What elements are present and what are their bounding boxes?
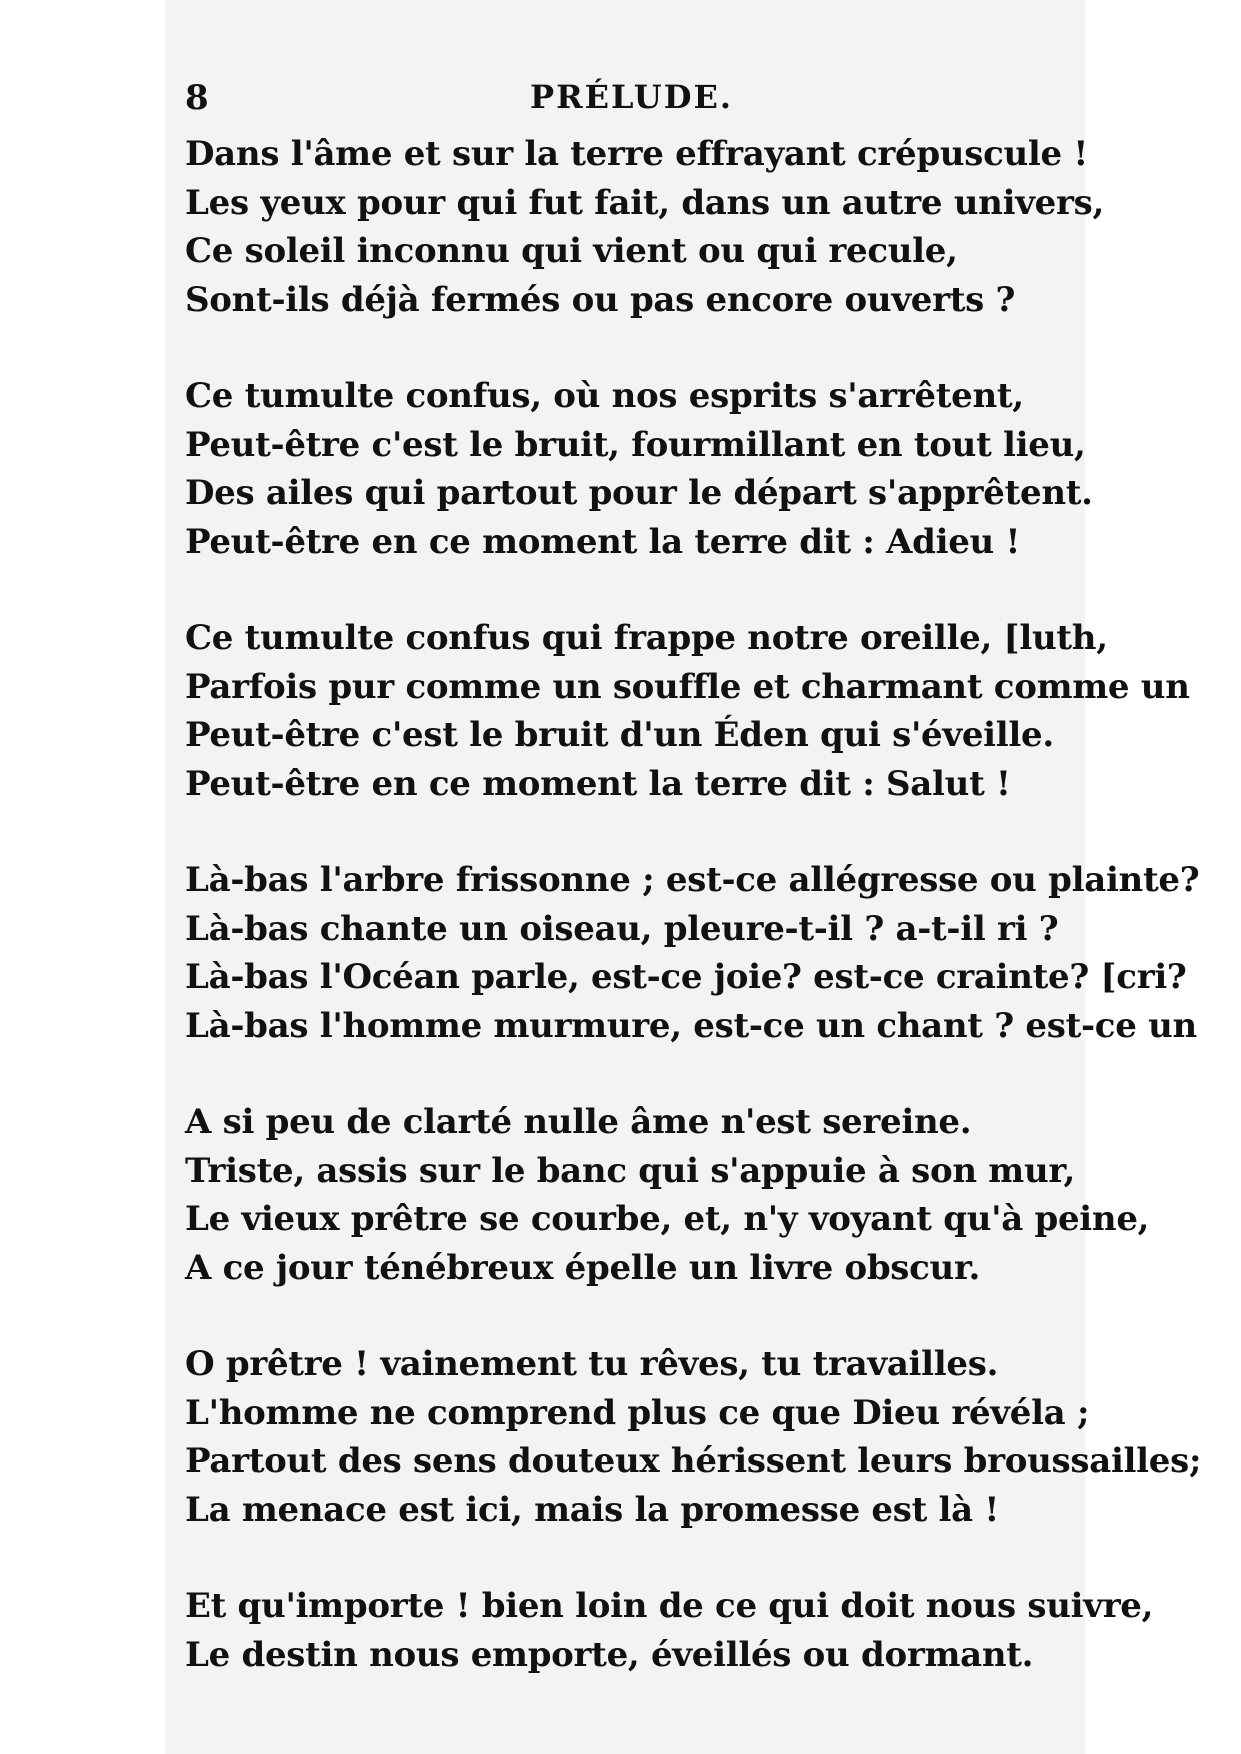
verse-line: Et qu'importe ! bien loin de ce qui doit nous suivre, bbox=[185, 1586, 1154, 1626]
verse-line: Peut-être en ce moment la terre dit : Adieu ! bbox=[185, 521, 1021, 562]
stanza bbox=[185, 372, 1093, 566]
verse-line: La menace est ici, mais la promesse est là ! bbox=[185, 1489, 1000, 1530]
verse-line: Là-bas l'homme murmure, est-ce un chant ? est-ce un bbox=[185, 1005, 1197, 1046]
running-title: PRÉLUDE. bbox=[530, 78, 733, 116]
verse-line: Ce tumulte confus, où nos esprits s'arrêtent, bbox=[185, 376, 1024, 416]
verse-line: Les yeux pour qui fut fait, dans un autre univers, bbox=[185, 182, 1104, 223]
verse-line: L'homme ne comprend plus ce que Dieu révéla ; bbox=[185, 1392, 1090, 1433]
verse-line: Peut-être en ce moment la terre dit : Salut ! bbox=[185, 763, 1011, 804]
stanza bbox=[185, 614, 1190, 808]
verse-line: Ce tumulte confus qui frappe notre oreille, [luth, bbox=[185, 618, 1108, 658]
verse-line: Triste, assis sur le banc qui s'appuie à son mur, bbox=[185, 1150, 1076, 1191]
page-header bbox=[185, 78, 1085, 130]
verse-line: Là-bas l'Océan parle, est-ce joie? est-ce crainte? [cri? bbox=[185, 957, 1187, 997]
verse-line: Des ailes qui partout pour le départ s'apprêtent. bbox=[185, 473, 1093, 513]
verse-line: Peut-être c'est le bruit d'un Éden qui s'éveille. bbox=[185, 715, 1054, 755]
verse-line: Là-bas chante un oiseau, pleure-t-il ? a-t-il ri ? bbox=[185, 908, 1059, 949]
book-page bbox=[185, 78, 1202, 1727]
verse-line: Partout des sens douteux hérissent leurs broussailles; bbox=[185, 1441, 1202, 1481]
verse-line: Le destin nous emporte, éveillés ou dormant. bbox=[185, 1634, 1034, 1675]
stanza bbox=[185, 1582, 1154, 1679]
stanza bbox=[185, 130, 1104, 324]
stanza bbox=[185, 856, 1200, 1050]
verse-line: Là-bas l'arbre frissonne ; est-ce allégresse ou plainte? bbox=[185, 860, 1200, 900]
verse-line: Dans l'âme et sur la terre effrayant crépuscule ! bbox=[185, 134, 1089, 174]
verse-line: Parfois pur comme un souffle et charmant comme un bbox=[185, 666, 1190, 707]
page-number: 8 bbox=[185, 78, 209, 118]
verse-line: A si peu de clarté nulle âme n'est sereine. bbox=[185, 1102, 972, 1142]
verse-line: O prêtre ! vainement tu rêves, tu travailles. bbox=[185, 1344, 999, 1384]
verse-line: Le vieux prêtre se courbe, et, n'y voyant qu'à peine, bbox=[185, 1199, 1150, 1239]
stanza bbox=[185, 1098, 1150, 1292]
verse-line: Peut-être c'est le bruit, fourmillant en tout lieu, bbox=[185, 424, 1086, 465]
verse-line: A ce jour ténébreux épelle un livre obscur. bbox=[185, 1247, 980, 1288]
verse-line: Sont-ils déjà fermés ou pas encore ouverts ? bbox=[185, 279, 1016, 320]
verse-line: Ce soleil inconnu qui vient ou qui recule, bbox=[185, 231, 958, 271]
stanza bbox=[185, 1340, 1202, 1534]
